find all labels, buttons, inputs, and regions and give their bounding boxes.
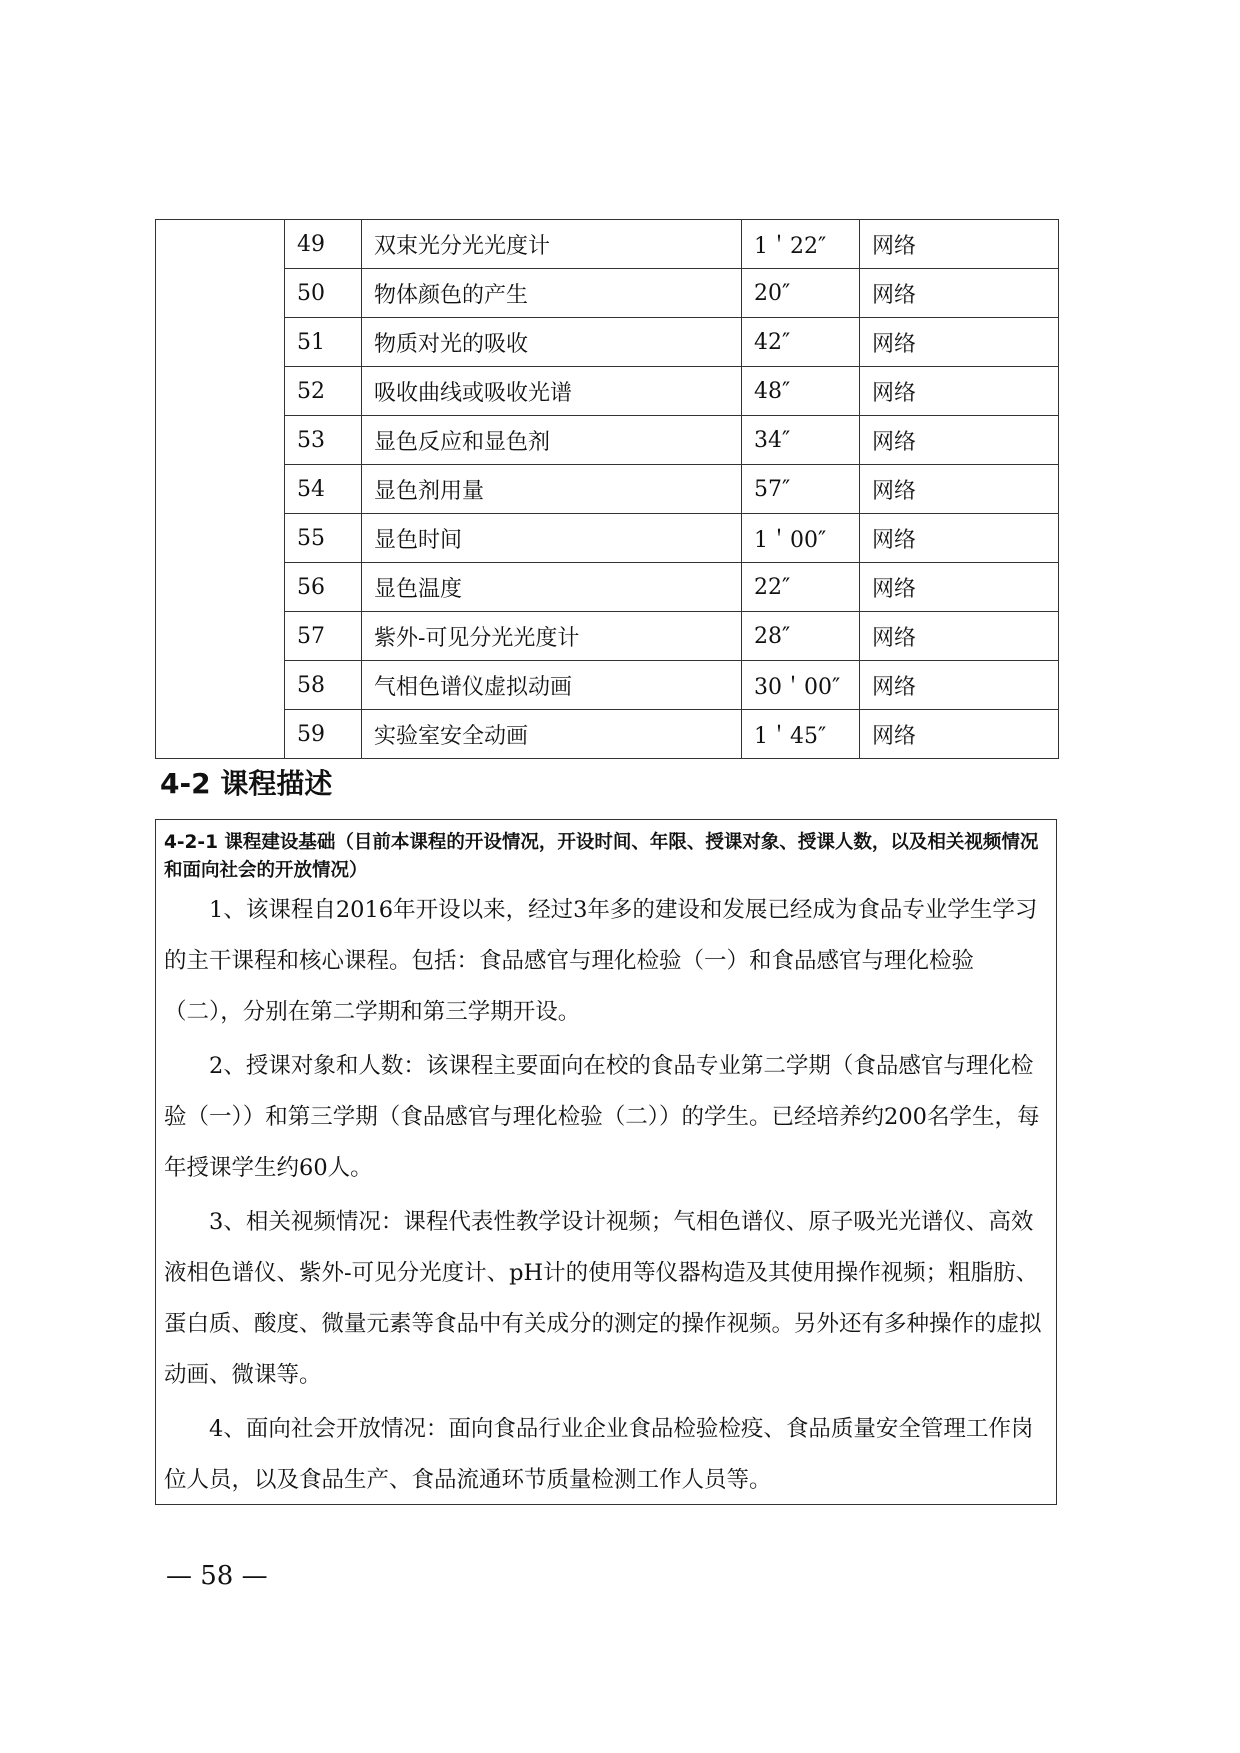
table-row <box>156 710 1059 759</box>
paragraph-4: 4、面向社会开放情况：面向食品行业企业食品检验检疫、食品质量安全管理工作岗位人员，以及食品生产、食品流通环节质量检测工作人员等。 <box>164 1416 1034 1493</box>
type-cell: 网络 <box>860 220 1059 269</box>
table-row <box>156 465 1059 514</box>
resource-name-cell: 物体颜色的产生 <box>362 269 742 318</box>
row-number-cell: 55 <box>285 514 362 563</box>
table-row <box>156 318 1059 367</box>
duration-cell: 1＇22″ <box>742 220 860 269</box>
table-row <box>156 612 1059 661</box>
table-row <box>156 269 1059 318</box>
row-number-cell: 50 <box>285 269 362 318</box>
row-number-cell: 49 <box>285 220 362 269</box>
row-number-cell: 59 <box>285 710 362 759</box>
table-row <box>156 563 1059 612</box>
type-cell: 网络 <box>860 514 1059 563</box>
paragraph-3: 3、相关视频情况：课程代表性教学设计视频；气相色谱仪、原子吸光光谱仪、高效液相色谱仪、紫外-可见分光度计、pH计的使用等仪器构造及其使用操作视频；粗脂肪、蛋白质、酸度、微量元素等食品中有关成分的测定的操作视频。另外还有多种操作的虚拟动画、微课等。 <box>164 1209 1042 1388</box>
duration-cell: 22″ <box>742 563 860 612</box>
row-number-cell: 54 <box>285 465 362 514</box>
category-cell <box>156 220 285 759</box>
resource-name-cell: 显色温度 <box>362 563 742 612</box>
paragraph-1: 1、该课程自2016年开设以来，经过3年多的建设和发展已经成为食品专业学生学习的主干课程和核心课程。包括：食品感官与理化检验（一）和食品感官与理化检验（二），分别在第二学期和第三学期开设。 <box>164 897 1038 1025</box>
row-number-cell: 56 <box>285 563 362 612</box>
table-row <box>156 514 1059 563</box>
resource-name-cell: 物质对光的吸收 <box>362 318 742 367</box>
duration-cell: 42″ <box>742 318 860 367</box>
duration-cell: 30＇00″ <box>742 661 860 710</box>
type-cell: 网络 <box>860 661 1059 710</box>
resource-name-cell: 显色反应和显色剂 <box>362 416 742 465</box>
duration-cell: 34″ <box>742 416 860 465</box>
table-row <box>156 220 1059 269</box>
type-cell: 网络 <box>860 563 1059 612</box>
row-number-cell: 53 <box>285 416 362 465</box>
resource-name-cell: 显色剂用量 <box>362 465 742 514</box>
row-number-cell: 52 <box>285 367 362 416</box>
resource-name-cell: 吸收曲线或吸收光谱 <box>362 367 742 416</box>
type-cell: 网络 <box>860 416 1059 465</box>
row-number-cell: 57 <box>285 612 362 661</box>
type-cell: 网络 <box>860 710 1059 759</box>
duration-cell: 1＇45″ <box>742 710 860 759</box>
page-number: — 58 — <box>166 1561 268 1591</box>
duration-cell: 48″ <box>742 367 860 416</box>
type-cell: 网络 <box>860 318 1059 367</box>
resource-name-cell: 气相色谱仪虚拟动画 <box>362 661 742 710</box>
table-row <box>156 416 1059 465</box>
duration-cell: 20″ <box>742 269 860 318</box>
duration-cell: 57″ <box>742 465 860 514</box>
type-cell: 网络 <box>860 612 1059 661</box>
type-cell: 网络 <box>860 269 1059 318</box>
resource-table <box>155 219 1059 759</box>
resource-name-cell: 实验室安全动画 <box>362 710 742 759</box>
resource-table-body <box>156 220 1059 759</box>
paragraph-2: 2、授课对象和人数：该课程主要面向在校的食品专业第二学期（食品感官与理化检验（一））和第三学期（食品感官与理化检验（二））的学生。已经培养约200名学生，每年授课学生约60人。 <box>164 1053 1040 1181</box>
resource-name-cell: 显色时间 <box>362 514 742 563</box>
resource-name-cell: 紫外-可见分光光度计 <box>362 612 742 661</box>
course-description-box <box>155 819 1057 1505</box>
table-row <box>156 661 1059 710</box>
duration-cell: 1＇00″ <box>742 514 860 563</box>
resource-name-cell: 双束光分光光度计 <box>362 220 742 269</box>
row-number-cell: 51 <box>285 318 362 367</box>
duration-cell: 28″ <box>742 612 860 661</box>
section-title: 4-2 课程描述 <box>160 767 333 800</box>
row-number-cell: 58 <box>285 661 362 710</box>
subsection-heading: 4-2-1 课程建设基础（目前本课程的开设情况，开设时间、年限、授课对象、授课人数，以及相关视频情况和面向社会的开放情况） <box>164 832 1039 881</box>
type-cell: 网络 <box>860 465 1059 514</box>
type-cell: 网络 <box>860 367 1059 416</box>
table-row <box>156 367 1059 416</box>
